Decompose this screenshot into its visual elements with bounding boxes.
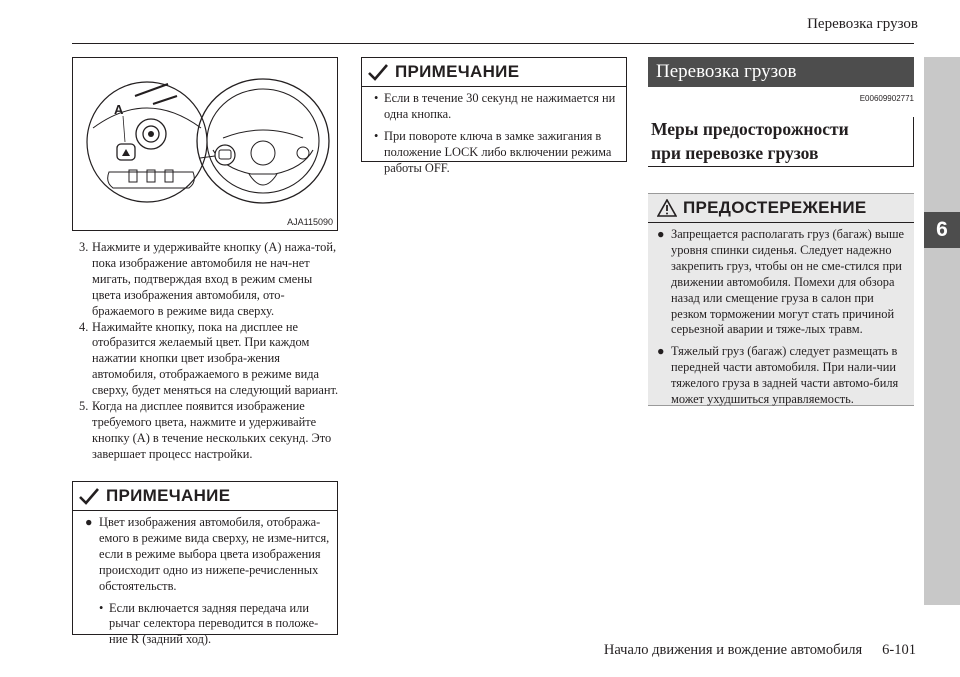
bullet: • xyxy=(374,91,379,105)
note-header xyxy=(73,482,337,511)
section-title-bar xyxy=(648,57,914,87)
steering-wheel-illustration xyxy=(73,58,337,230)
step-4 xyxy=(79,320,341,400)
warning-item xyxy=(657,227,906,338)
note-item-text: Если в течение 30 секунд не нажимается ни одна кнопка. xyxy=(384,91,616,121)
pencil-check-icon xyxy=(367,63,389,81)
figure-label-a: A xyxy=(114,102,124,117)
note-item xyxy=(85,515,331,595)
step-3 xyxy=(79,240,341,320)
note-header xyxy=(362,58,626,87)
bullet: ● xyxy=(657,344,665,359)
note-title: ПРИМЕЧАНИЕ xyxy=(106,486,231,505)
chapter-side-tab xyxy=(924,57,960,605)
header-rule xyxy=(72,43,914,44)
note-body xyxy=(73,511,337,648)
step-text: Нажимайте кнопку, пока на дисплее не отобразится желаемый цвет. При каждом нажатии кнопки цвет изобра-жения автомобиля, отображаемого в режиме вида сверху, будет меняться на следующий вариант. xyxy=(92,319,339,398)
warning-header xyxy=(648,194,914,223)
note-item xyxy=(374,129,620,177)
warning-body xyxy=(648,223,914,408)
warning-item-text: Запрещается располагать груз (багаж) выше уровня спинки сиденья. Следует надежно закрепить груз, чтобы он не сме-стился при движении автомобиля. Помехи для обзора назад или смещение груза в салон при резком торможении могут стать причиной серьезной аварии и тяже-лых травм. xyxy=(671,227,905,337)
section-title: Перевозка грузов xyxy=(656,61,797,82)
note-item-text: При повороте ключа в замке зажигания в положение LOCK либо включении режима работы OFF. xyxy=(384,128,612,175)
note-box-top xyxy=(361,57,627,175)
step-number: 5. xyxy=(79,399,89,414)
page-header-title: Перевозка грузов xyxy=(807,16,918,32)
warning-box xyxy=(648,193,914,406)
pencil-check-icon xyxy=(78,487,100,505)
warning-item xyxy=(657,344,906,408)
instruction-steps xyxy=(79,240,341,463)
warning-title: ПРЕДОСТЕРЕЖЕНИЕ xyxy=(683,198,867,217)
note-body xyxy=(362,87,626,177)
page-number: 6-101 xyxy=(882,642,916,658)
bullet: ● xyxy=(657,227,665,241)
page-footer xyxy=(604,642,916,659)
note-item xyxy=(85,601,331,649)
note-item-text: Цвет изображения автомобиля, отобража-емого в режиме вида сверху, не изме-нится, если в режиме выбора цвета изображения происходит одно из нижепе-речисленных обстоятельств. xyxy=(99,515,330,593)
step-number: 4. xyxy=(79,319,89,334)
figure-code: AJA115090 xyxy=(287,217,333,227)
sub-heading xyxy=(648,117,914,167)
chapter-number: 6 xyxy=(924,212,960,248)
bullet: ● xyxy=(85,515,93,529)
step-5 xyxy=(79,399,341,463)
note-item-text: Если включается задняя передача или рычаг селектора переводится в положе-ние R (задний ход). xyxy=(109,600,319,647)
step-text: Когда на дисплее появится изображение требуемого цвета, нажмите и удерживайте кнопку (A) в течение нескольких секунд. Это завершает процесс настройки. xyxy=(92,399,332,461)
note-title: ПРИМЕЧАНИЕ xyxy=(395,62,520,81)
step-text: Нажмите и удерживайте кнопку (A) нажа-той, пока изображение автомобиля не нач-нет мигать, подтверждая вход в режим смены цвета изображения автомобиля, ото-бражаемого в режиме вида сверху. xyxy=(92,240,337,318)
warning-triangle-icon xyxy=(657,199,677,217)
sub-heading-line: Меры предосторожности xyxy=(651,119,849,139)
sub-heading-line: при перевозке грузов xyxy=(651,143,819,163)
note-box-bottom xyxy=(72,481,338,647)
footer-section: Начало движения и вождение автомобиля xyxy=(603,642,863,658)
note-item xyxy=(374,91,620,123)
step-number: 3. xyxy=(79,240,89,254)
bullet: • xyxy=(99,600,104,615)
warning-item-text: Тяжелый груз (багаж) следует размещать в передней части автомобиля. При нали-чии тяжелого груза в задней части автомо-биля может ухудшиться управляемость. xyxy=(671,344,899,407)
steering-wheel-figure xyxy=(72,57,338,231)
bullet: • xyxy=(374,128,379,143)
section-code: E00609902771 xyxy=(859,94,914,103)
